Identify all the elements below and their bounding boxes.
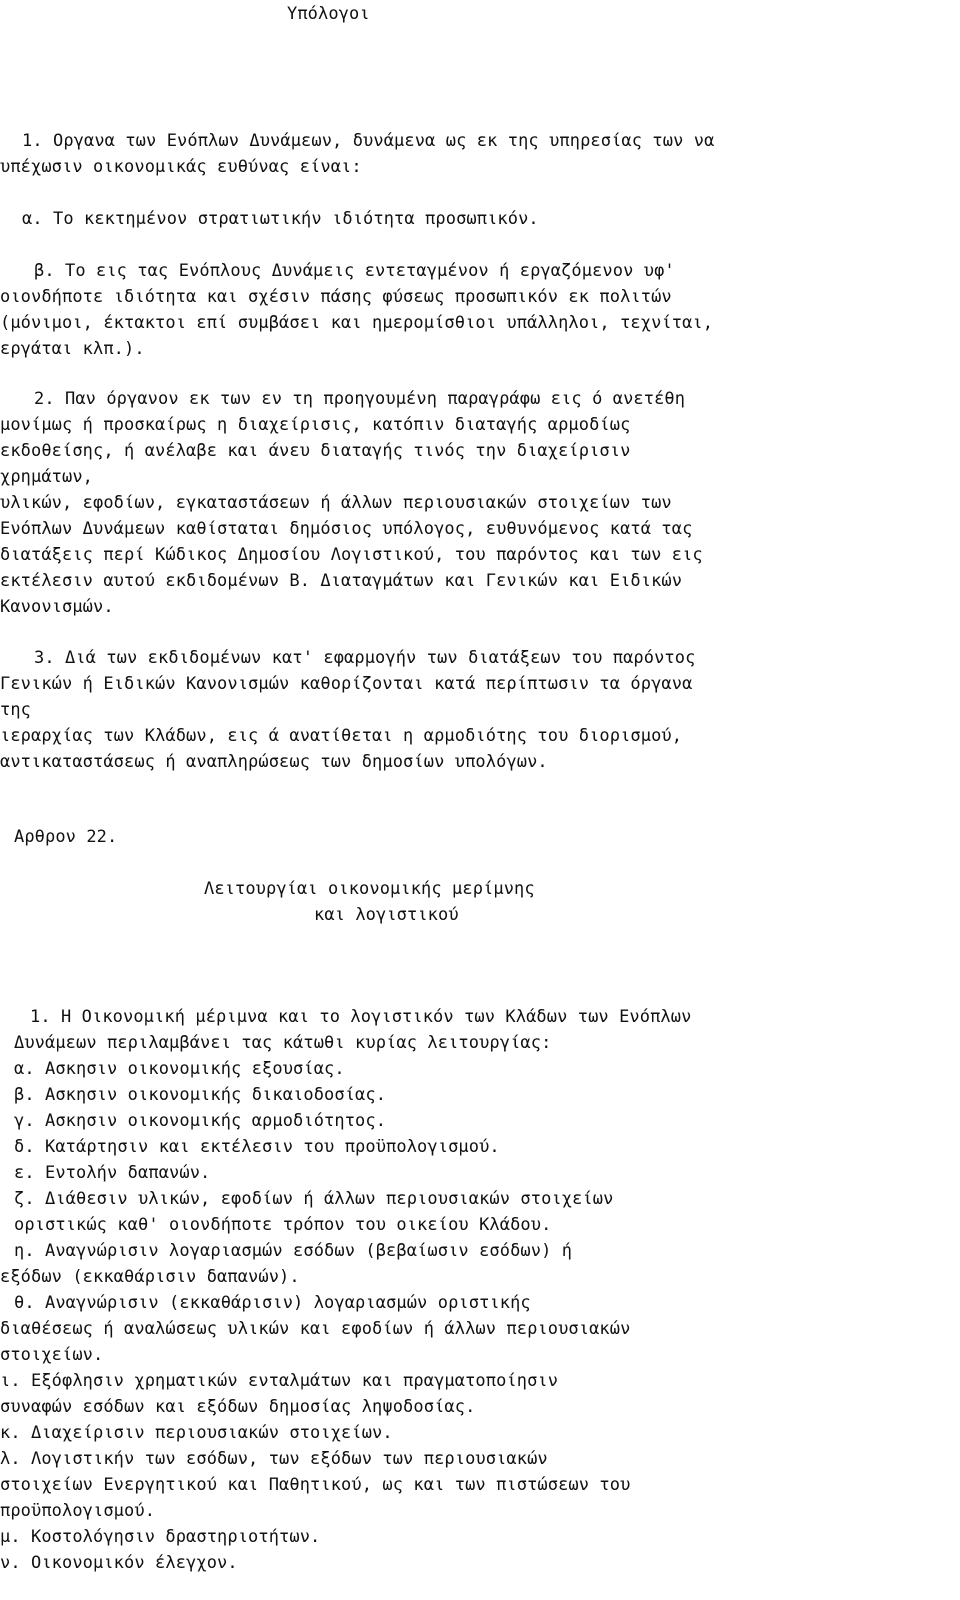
paragraph-line: 1. Η Οικονομική μέριμνα και το λογιστικόν των Κλάδων των Ενόπλων: [30, 1007, 692, 1027]
list-item: ν. Οικονομικόν έλεγχον.: [0, 1553, 238, 1573]
paragraph-line: 1. Οργανα των Ενόπλων Δυνάμεων, δυνάμενα ως εκ της υπηρεσίας των να: [22, 131, 715, 151]
list-item: ζ. Διάθεσιν υλικών, εφοδίων ή άλλων περιουσιακών στοιχείων: [14, 1189, 614, 1209]
article-title: Λειτουργίαι οικονομικής μερίμνης: [204, 879, 535, 899]
paragraph-line: Γενικών ή Ειδικών Κανονισμών καθορίζονται κατά περίπτωσιν τα όργανα: [0, 674, 693, 694]
paragraph-line: 2. Παν όργανον εκ των εν τη προηγουμένη παραγράφω εις ό ανετέθη: [34, 389, 686, 409]
list-item: λ. Λογιστικήν των εσόδων, των εξόδων των περιουσιακών: [0, 1449, 548, 1469]
paragraph-line: υπέχωσιν οικονομικάς ευθύνας είναι:: [0, 157, 362, 177]
list-item: προϋπολογισμού.: [0, 1501, 156, 1521]
paragraph-line: της: [0, 700, 32, 720]
paragraph-line: υλικών, εφοδίων, εγκαταστάσεων ή άλλων περιουσιακών στοιχείων των: [0, 493, 672, 513]
article-heading: Αρθρον 22.: [14, 827, 118, 847]
paragraph-line: (μόνιμοι, έκτακτοι επί συμβάσει και ημερομίσθιοι υπάλληλοι, τεχνίται,: [0, 313, 714, 333]
paragraph-line: εργάται κλπ.).: [0, 339, 145, 359]
list-item: μ. Κοστολόγησιν δραστηριοτήτων.: [0, 1527, 321, 1547]
list-item: ι. Εξόφλησιν χρηματικών ενταλμάτων και πραγματοποίησιν: [0, 1371, 559, 1391]
paragraph-line: ιεραρχίας των Κλάδων, εις ά ανατίθεται η αρμοδιότης του διορισμού,: [0, 726, 683, 746]
paragraph-line: αντικαταστάσεως ή αναπληρώσεως των δημοσίων υπολόγων.: [0, 752, 548, 772]
list-item: γ. Ασκησιν οικονομικής αρμοδιότητος.: [14, 1111, 387, 1131]
list-item: α. Ασκησιν οικονομικής εξουσίας.: [14, 1059, 345, 1079]
paragraph-line: εκδοθείσης, ή ανέλαβε και άνευ διαταγής τινός την διαχείρισιν: [0, 441, 631, 461]
list-item: η. Αναγνώρισιν λογαριασμών εσόδων (βεβαίωσιν εσόδων) ή: [14, 1241, 573, 1261]
list-item: συναφών εσόδων και εξόδων δημοσίας ληψοδοσίας.: [0, 1397, 476, 1417]
paragraph-line: Κανονισμών.: [0, 597, 114, 617]
paragraph-line: Ενόπλων Δυνάμεων καθίσταται δημόσιος υπόλογος, ευθυνόμενος κατά τας: [0, 519, 693, 539]
list-item: εξόδων (εκκαθάρισιν δαπανών).: [0, 1267, 300, 1287]
paragraph-line: χρημάτων,: [0, 467, 94, 487]
list-item: δ. Κατάρτησιν και εκτέλεσιν του προϋπολογισμού.: [14, 1137, 500, 1157]
list-item: διαθέσεως ή αναλώσεως υλικών και εφοδίων ή άλλων περιουσιακών: [0, 1319, 631, 1339]
list-item: στοιχείων Ενεργητικού και Παθητικού, ως και των πιστώσεων του: [0, 1475, 631, 1495]
paragraph-line: Δυνάμεων περιλαμβάνει τας κάτωθι κυρίας λειτουργίας:: [14, 1033, 552, 1053]
paragraph-line: μονίμως ή προσκαίρως η διαχείρισις, κατόπιν διαταγής αρμοδίως: [0, 415, 631, 435]
paragraph-line: διατάξεις περί Κώδικος Δημοσίου Λογιστικού, του παρόντος και των εις: [0, 545, 703, 565]
list-item: στοιχείων.: [0, 1345, 104, 1365]
section-title: Υπόλογοι: [287, 4, 370, 24]
list-item: α. Το κεκτημένον στρατιωτικήν ιδιότητα προσωπικόν.: [22, 209, 539, 229]
list-item: β. Ασκησιν οικονομικής δικαιοδοσίας.: [14, 1085, 387, 1105]
paragraph-line: 3. Διά των εκδιδομένων κατ' εφαρμογήν των διατάξεων του παρόντος: [34, 648, 696, 668]
list-item: ε. Εντολήν δαπανών.: [14, 1163, 211, 1183]
list-item: θ. Αναγνώρισιν (εκκαθάρισιν) λογαριασμών οριστικής: [14, 1293, 531, 1313]
article-title: και λογιστικού: [314, 905, 459, 925]
paragraph-line: οιονδήποτε ιδιότητα και σχέσιν πάσης φύσεως προσωπικόν εκ πολιτών: [0, 287, 672, 307]
list-item: κ. Διαχείρισιν περιουσιακών στοιχείων.: [0, 1423, 393, 1443]
list-item: β. Το εις τας Ενόπλους Δυνάμεις εντεταγμένον ή εργαζόμενον υφ': [34, 261, 675, 281]
paragraph-line: εκτέλεσιν αυτού εκδιδομένων Β. Διαταγμάτων και Γενικών και Ειδικών: [0, 571, 683, 591]
list-item: οριστικώς καθ' οιονδήποτε τρόπον του οικείου Κλάδου.: [14, 1215, 552, 1235]
